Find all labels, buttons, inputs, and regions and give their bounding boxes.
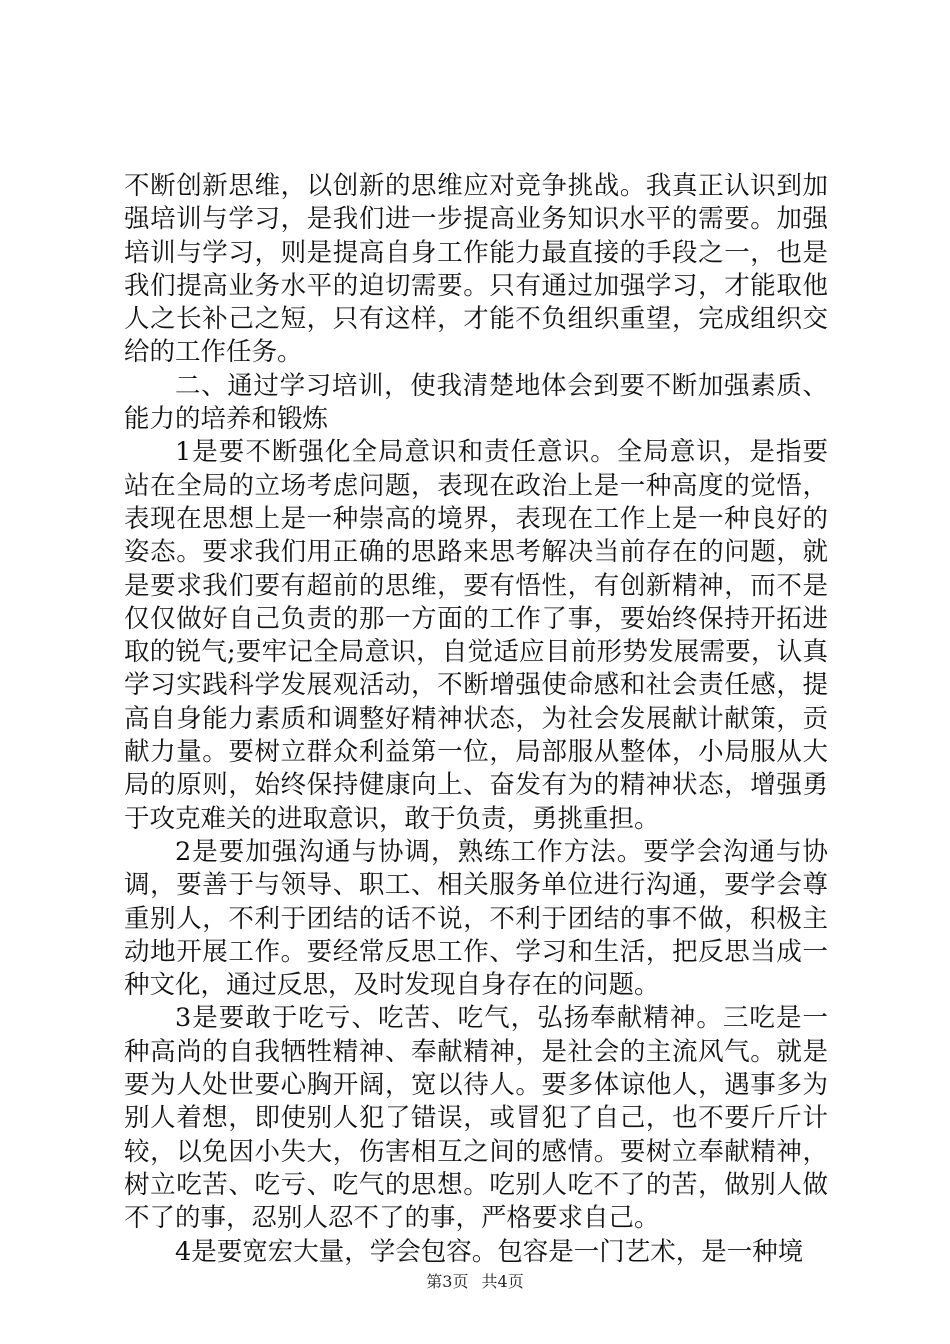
page-total: 共4页 [481,1272,524,1291]
paragraph-4: 2是要加强沟通与协调，熟练工作方法。要学会沟通与协调，要善于与领导、职工、相关服务单位进行沟通，要学会尊重别人，不利于团结的话不说，不利于团结的事不做，积极主动地开展工作。要经常反思工作、学习和生活，把反思当成一种文化，通过反思，及时发现自身存在的问题。 [124,836,828,1001]
page-footer [0,1272,950,1292]
document-body [124,170,828,1269]
paragraph-2: 二、通过学习培训，使我清楚地体会到要不断加强素质、能力的培养和锻炼 [124,370,828,435]
paragraph-5: 3是要敢于吃亏、吃苦、吃气，弘扬奉献精神。三吃是一种高尚的自我牺牲精神、奉献精神，是社会的主流风气。就是要为人处世要心胸开阔，宽以待人。要多体谅他人，遇事多为别人着想，即使别人犯了错误，或冒犯了自己，也不要斤斤计较，以免因小失大，伤害相互之间的感情。要树立奉献精神，树立吃苦、吃亏、吃气的思想。吃别人吃不了的苦，做别人做不了的事，忍别人忍不了的事，严格要求自己。 [124,1003,828,1234]
page-number: 第3页 [426,1272,469,1291]
paragraph-6: 4是要宽宏大量，学会包容。包容是一门艺术，是一种境 [175,1236,804,1267]
paragraph-1: 不断创新思维，以创新的思维应对竞争挑战。我真正认识到加强培训与学习，是我们进一步提高业务知识水平的需要。加强培训与学习，则是提高自身工作能力最直接的手段之一，也是我们提高业务水平的迫切需要。只有通过加强学习，才能取他人之长补己之短，只有这样，才能不负组织重望，完成组织交给的工作任务。 [124,171,828,368]
paragraph-3: 1是要不断强化全局意识和责任意识。全局意识，是指要站在全局的立场考虑问题，表现在政治上是一种高度的觉悟，表现在思想上是一种崇高的境界，表现在工作上是一种良好的姿态。要求我们用正确的思路来思考解决当前存在的问题，就是要求我们要有超前的思维，要有悟性，有创新精神，而不是仅仅做好自己负责的那一方面的工作了事，要始终保持开拓进取的锐气;要牢记全局意识，自觉适应目前形势发展需要，认真学习实践科学发展观活动，不断增强使命感和社会责任感，提高自身能力素质和调整好精神状态，为社会发展献计献策，贡献力量。要树立群众利益第一位，局部服从整体，小局服从大局的原则，始终保持健康向上、奋发有为的精神状态，增强勇于攻克难关的进取意识，敢于负责，勇挑重担。 [124,437,828,834]
